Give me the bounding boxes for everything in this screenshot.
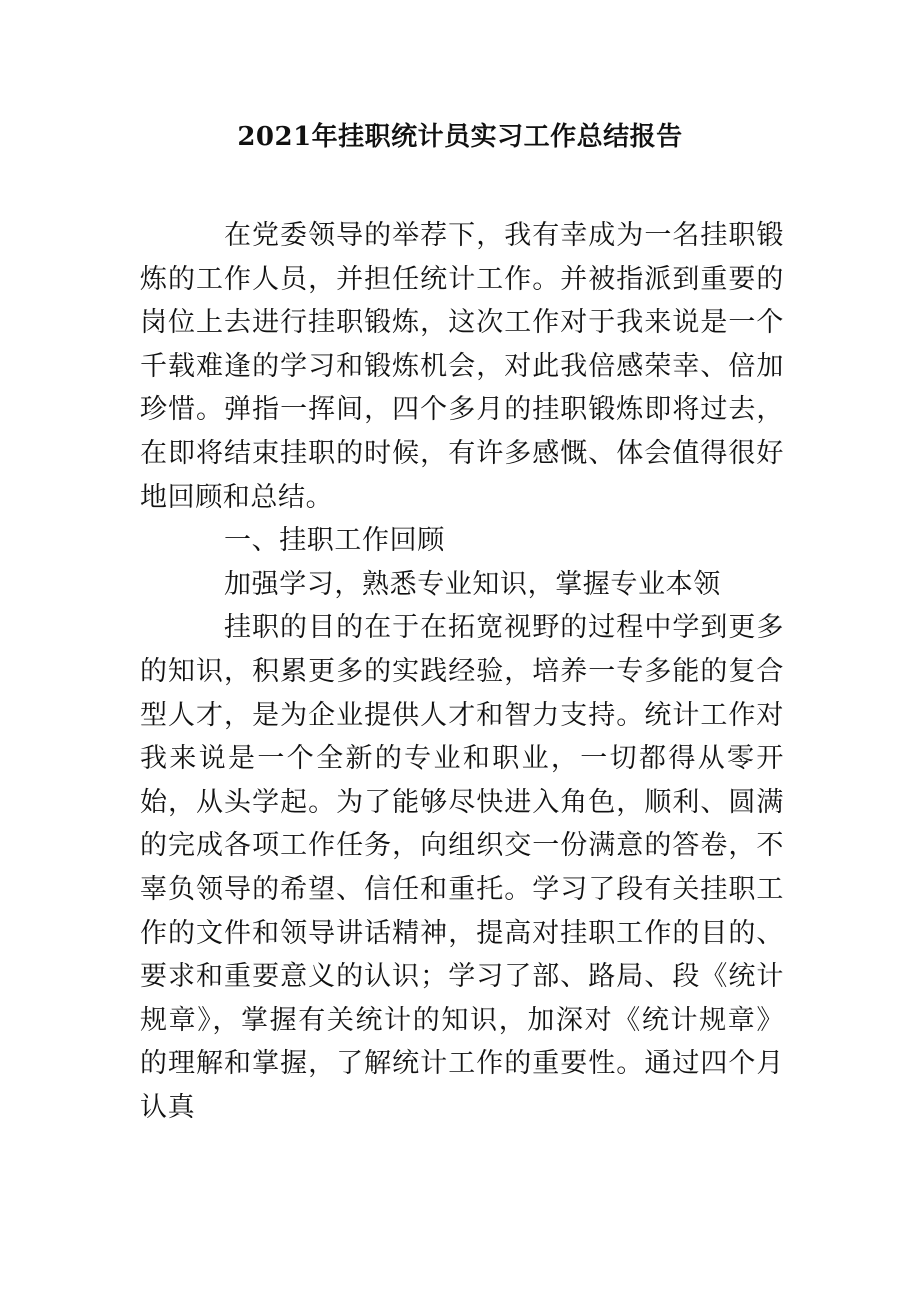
subsection-heading: 加强学习，熟悉专业知识，掌握专业本领 [224,568,721,600]
document-title: 2021年挂职统计员实习工作总结报告 [237,122,683,152]
paragraph-intro: 在党委领导的举荐下，我有幸成为一名挂职锻炼的工作人员，并担任统计工作。并被指派到重要的岗位上去进行挂职锻炼，这次工作对于我来说是一个千载难逢的学习和锻炼机会，对此我倍感荣幸、倍加珍惜。弹指一挥间，四个多月的挂职锻炼即将过去，在即将结束挂职的时候，有许多感慨、体会值得很好地回顾和总结。 [140,220,784,513]
section-heading: 一、挂职工作回顾 [224,525,445,557]
document-body [140,214,784,1129]
paragraph-body: 挂职的目的在于在拓宽视野的过程中学到更多的知识，积累更多的实践经验，培养一专多能的复合型人才，是为企业提供人才和智力支持。统计工作对我来说是一个全新的专业和职业，一切都得从零开始，从头学起。为了能够尽快进入角色，顺利、圆满的完成各项工作任务，向组织交一份满意的答卷，不辜负领导的希望、信任和重托。学习了段有关挂职工作的文件和领导讲话精神，提高对挂职工作的目的、要求和重要意义的认识；学习了部、路局、段《统计规章》，掌握有关统计的知识，加深对《统计规章》的理解和掌握，了解统计工作的重要性。通过四个月认真 [140,612,784,1123]
